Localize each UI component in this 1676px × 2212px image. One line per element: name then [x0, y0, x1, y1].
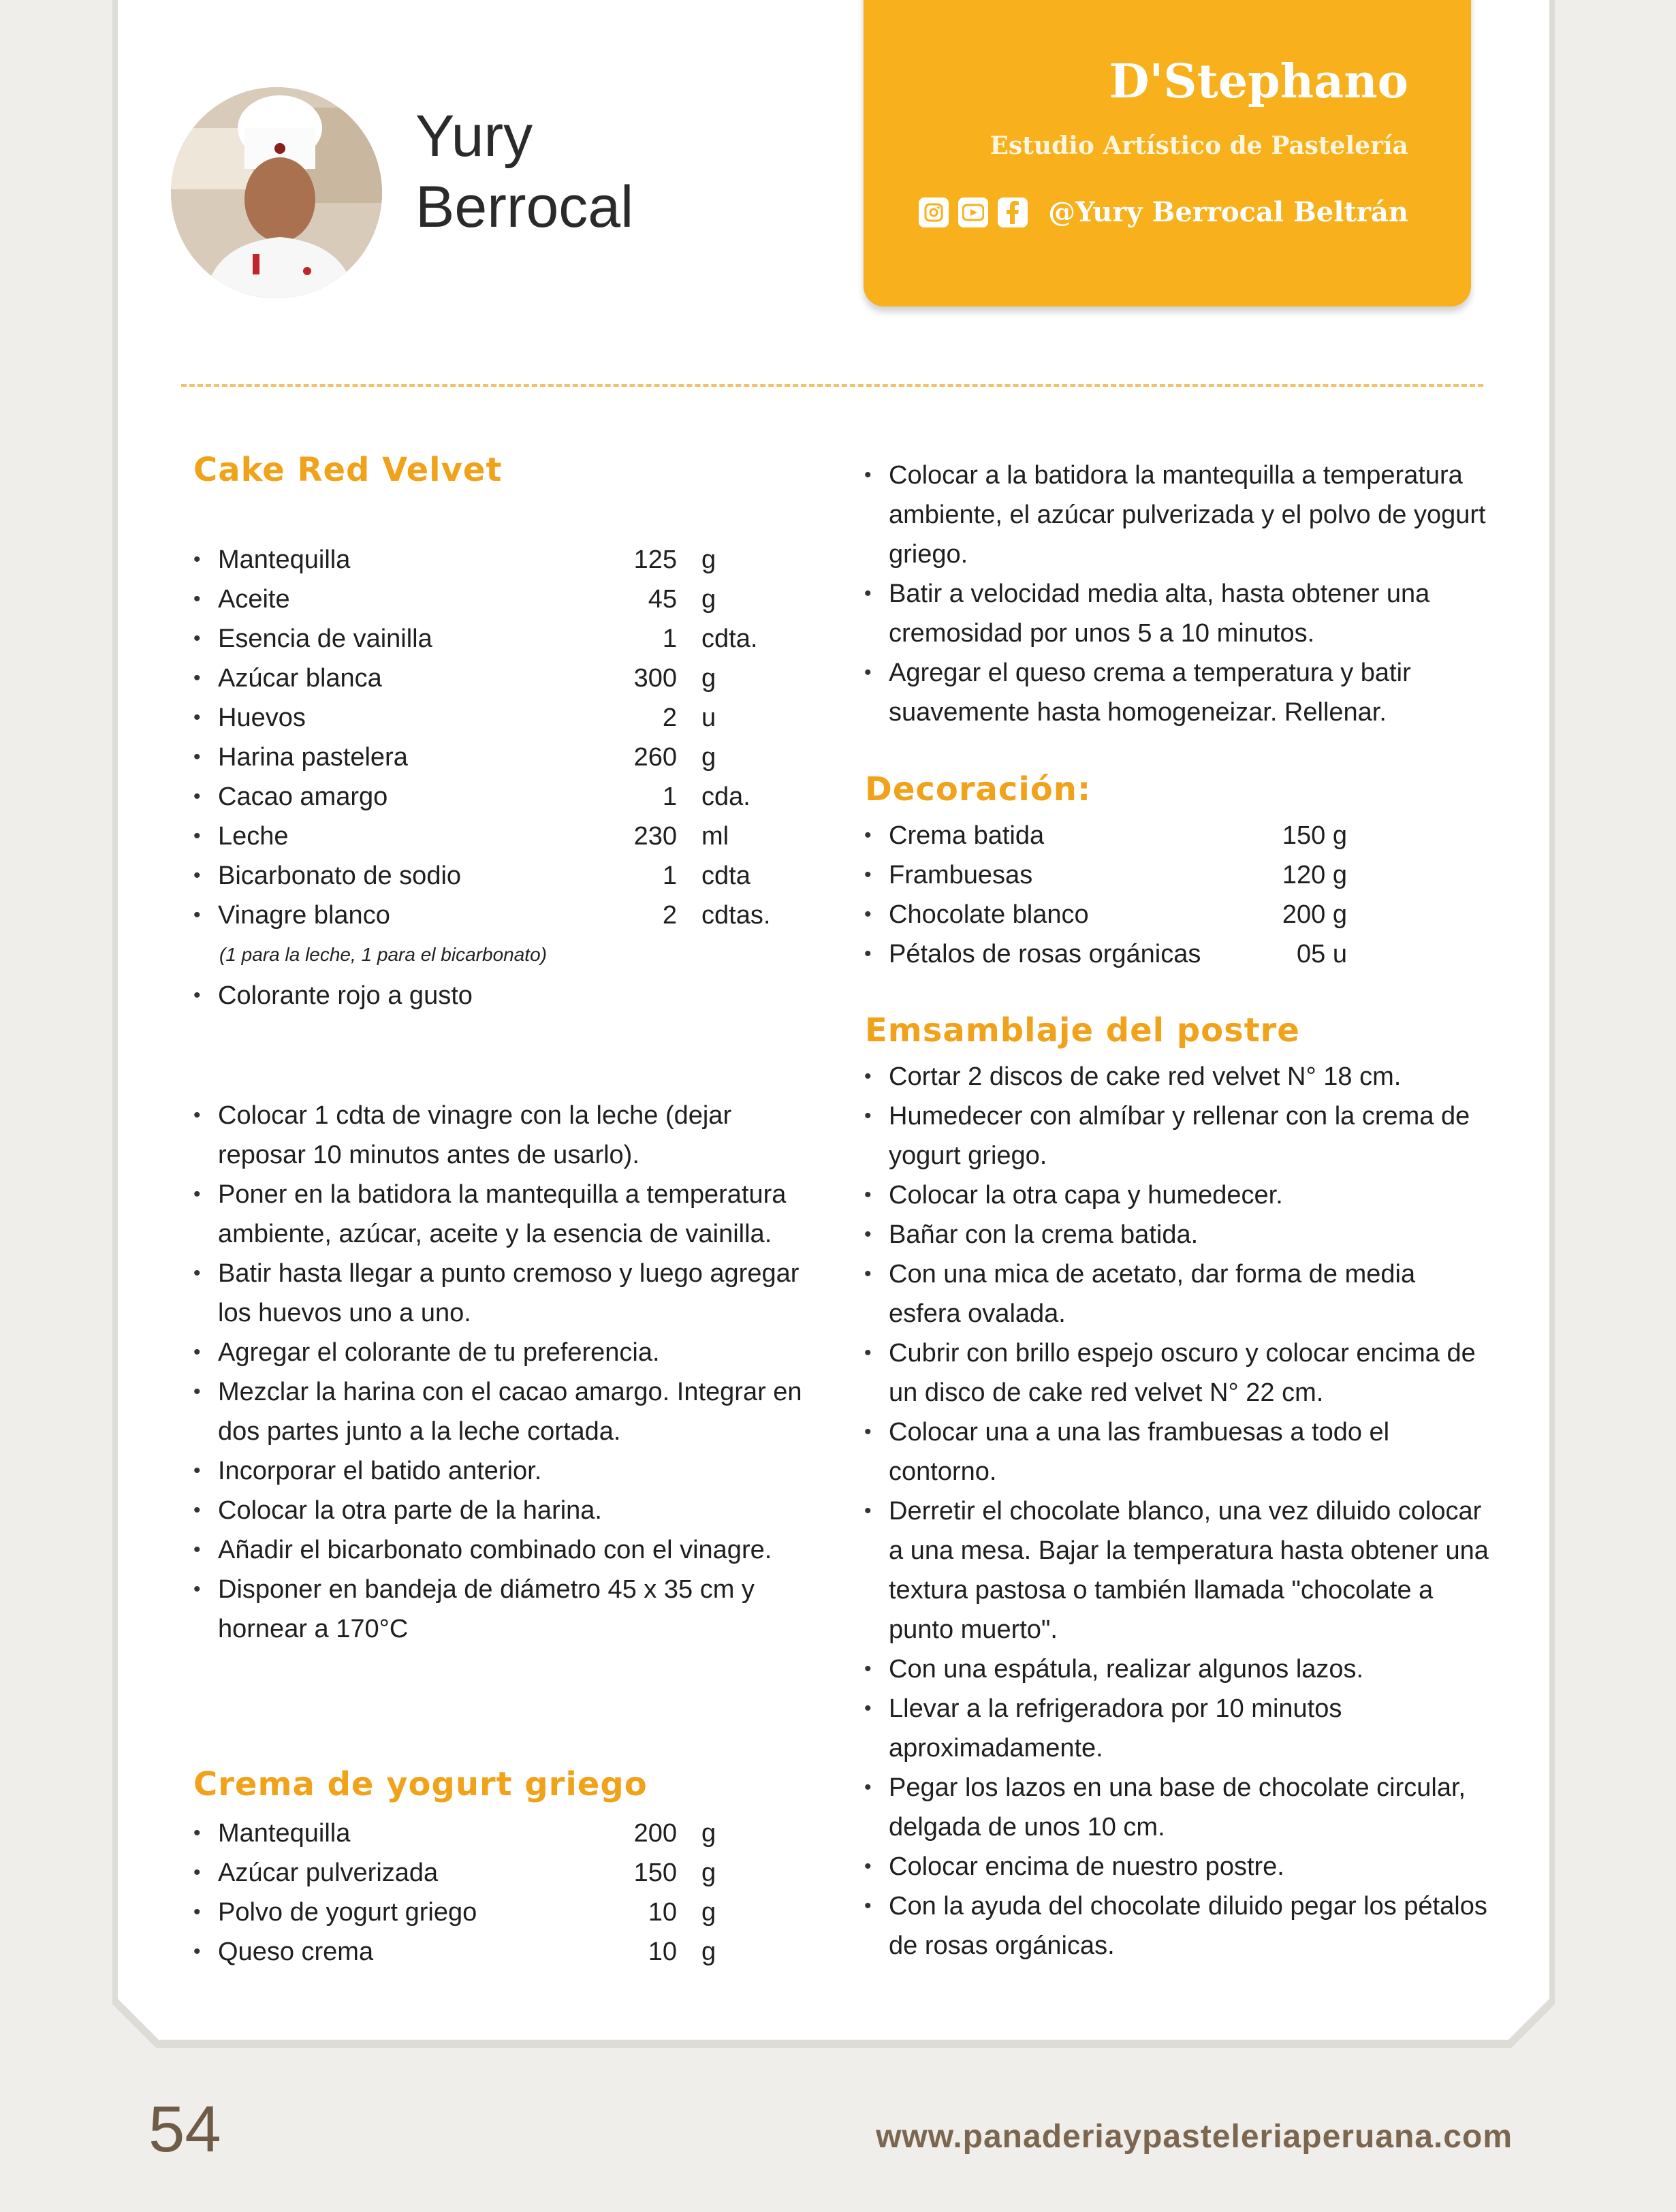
ingredient-unit: u	[701, 704, 716, 732]
chef-photo-icon	[171, 87, 382, 298]
ingredient-item	[192, 1893, 805, 1932]
ingredient-item	[863, 895, 1421, 934]
step-item: • Incorporar el batido anterior.	[192, 1451, 812, 1491]
step-item: • Con la ayuda del chocolate diluido pegar los pétalos de rosas orgánicas.	[863, 1886, 1489, 1965]
ingredient-quantity: 150 g	[1282, 821, 1347, 850]
cake-extra-list	[192, 976, 805, 1015]
ingredient-quantity: 125	[633, 546, 677, 574]
ingredient-quantity: 150	[633, 1859, 677, 1887]
step-item: • Cubrir con brillo espejo oscuro y colocar encima de un disco de cake red velvet N° 22 cm.	[863, 1333, 1489, 1412]
social-handle[interactable]: @Yury Berrocal Beltrán	[1048, 196, 1408, 228]
page-number: 54	[148, 2093, 221, 2166]
ingredient-unit: cda.	[701, 783, 750, 811]
header-divider	[181, 384, 1483, 387]
ingredient-item	[863, 816, 1421, 855]
ingredient-name: • Azúcar blanca	[218, 664, 382, 693]
step-item: • Batir hasta llegar a punto cremoso y luego agregar los huevos uno a uno.	[192, 1254, 812, 1333]
ingredient-item	[192, 619, 805, 659]
step-item: • Cortar 2 discos de cake red velvet N° 18 cm.	[863, 1057, 1489, 1096]
ingredient-unit: cdta.	[701, 625, 758, 653]
step-item: • Derretir el chocolate blanco, una vez diluido colocar a una mesa. Bajar la temperatura hasta obtener una textura pastosa o también llamada "chocolate a punto muerto".	[863, 1491, 1489, 1649]
ingredient-quantity: 260	[633, 743, 677, 772]
ingredient-unit: g	[701, 1819, 716, 1848]
ingredient-item	[192, 698, 805, 738]
ingredient-item	[192, 896, 805, 935]
ingredient-item	[192, 777, 805, 817]
ingredient-item	[192, 659, 805, 698]
step-item: • Colocar a la batidora la mantequilla a temperatura ambiente, el azúcar pulverizada y el polvo de yogurt griego.	[863, 456, 1489, 574]
ingredient-name: • Esencia de vainilla	[218, 625, 432, 653]
ingredient-quantity: 10	[648, 1898, 677, 1927]
ingredient-unit: cdta	[701, 862, 750, 890]
ingredient-quantity: 300	[633, 664, 677, 693]
step-item: • Colocar encima de nuestro postre.	[863, 1847, 1489, 1886]
step-item: • Llevar a la refrigeradora por 10 minutos aproximadamente.	[863, 1689, 1489, 1768]
decoracion-title: Decoración:	[865, 770, 1092, 808]
ingredient-unit: g	[701, 585, 716, 614]
ingredient-item	[192, 1932, 805, 1972]
step-item: • Colocar 1 cdta de vinagre con la leche (dejar reposar 10 minutos antes de usarlo).	[192, 1096, 812, 1175]
ingredient-unit: cdtas.	[701, 901, 771, 930]
ingredient-name: • Mantequilla	[218, 546, 351, 574]
ingredient-name: • Vinagre blanco	[218, 901, 390, 930]
step-item: • Con una espátula, realizar algunos lazos.	[863, 1649, 1489, 1689]
ensamblaje-steps-list	[863, 1057, 1489, 1965]
ingredient-name: • Harina pastelera	[218, 743, 408, 772]
decoracion-list	[863, 816, 1421, 974]
ingredient-name: • Crema batida	[889, 821, 1045, 850]
ingredient-unit: ml	[701, 822, 729, 851]
cake-ingredient-note: (1 para la leche, 1 para el bicarbonato)	[219, 944, 547, 965]
ingredient-unit: g	[701, 1859, 716, 1887]
step-item: • Batir a velocidad media alta, hasta obtener una cremosidad por unos 5 a 10 minutos.	[863, 574, 1489, 653]
ingredient-quantity: 05 u	[1297, 940, 1347, 968]
brand-subtitle: Estudio Artístico de Pastelería	[990, 131, 1408, 160]
step-item: • Colocar la otra capa y humedecer.	[863, 1175, 1489, 1215]
ingredient-name: • Aceite	[218, 585, 290, 614]
ensamblaje-title: Emsamblaje del postre	[865, 1011, 1300, 1049]
step-item: • Colocar una a una las frambuesas a todo el contorno.	[863, 1412, 1489, 1491]
ingredient-name: • Frambuesas	[889, 861, 1033, 889]
instagram-icon[interactable]	[919, 198, 949, 227]
step-item: • Mezclar la harina con el cacao amargo. Integrar en dos partes junto a la leche cortada.	[192, 1372, 812, 1451]
ingredient-item	[192, 738, 805, 777]
youtube-icon[interactable]	[958, 198, 988, 227]
facebook-icon[interactable]	[998, 198, 1028, 227]
ingredient-quantity: 10	[648, 1938, 677, 1966]
step-item: • Humedecer con almíbar y rellenar con la crema de yogurt griego.	[863, 1096, 1489, 1175]
ingredient-item	[192, 540, 805, 580]
crema-title: Crema de yogurt griego	[193, 1765, 648, 1803]
ingredient-name: • Queso crema	[218, 1938, 374, 1966]
step-item: • Añadir el bicarbonato combinado con el vinagre.	[192, 1530, 812, 1570]
ingredient-item	[192, 580, 805, 619]
ingredient-name: • Polvo de yogurt griego	[218, 1898, 477, 1927]
ingredient-name: • Mantequilla	[218, 1819, 351, 1848]
ingredient-quantity: 1	[662, 625, 677, 653]
crema-ingredient-list	[192, 1814, 805, 1972]
cake-steps-list	[192, 1096, 812, 1649]
step-item: • Agregar el queso crema a temperatura y batir suavemente hasta homogeneizar. Rellenar.	[863, 653, 1489, 732]
ingredient-quantity: 2	[662, 901, 677, 930]
step-item: • Disponer en bandeja de diámetro 45 x 35 cm y hornear a 170°C	[192, 1570, 812, 1649]
ingredient-unit: g	[701, 546, 716, 574]
ingredient-item	[192, 1814, 805, 1853]
ingredient-name: • Chocolate blanco	[889, 900, 1089, 929]
author-last-name: Berrocal	[415, 174, 634, 240]
ingredient-unit: g	[701, 664, 716, 693]
ingredient-name: • Bicarbonato de sodio	[218, 862, 462, 890]
step-item: • Colocar la otra parte de la harina.	[192, 1491, 812, 1530]
ingredient-name: • Leche	[218, 822, 289, 851]
cake-extra-item: • Colorante rojo a gusto	[192, 976, 805, 1015]
ingredient-quantity: 200	[633, 1819, 677, 1848]
chef-avatar	[171, 87, 382, 298]
ingredient-quantity: 1	[662, 862, 677, 890]
ingredient-item	[863, 855, 1421, 895]
brand-box	[864, 0, 1471, 306]
step-item: • Con una mica de acetato, dar forma de media esfera ovalada.	[863, 1254, 1489, 1333]
ingredient-item	[192, 856, 805, 896]
crema-steps-list	[863, 456, 1489, 732]
step-item: • Pegar los lazos en una base de chocolate circular, delgada de unos 10 cm.	[863, 1768, 1489, 1847]
ingredient-quantity: 120 g	[1282, 861, 1347, 889]
author-first-name: Yury	[415, 104, 533, 169]
step-item: • Agregar el colorante de tu preferencia.	[192, 1333, 812, 1372]
ingredient-unit: g	[701, 743, 716, 772]
ingredient-item	[192, 1853, 805, 1893]
ingredient-quantity: 200 g	[1282, 900, 1347, 929]
ingredient-name: • Huevos	[218, 704, 306, 732]
ingredient-quantity: 45	[648, 585, 677, 614]
author-name	[415, 101, 701, 242]
ingredient-quantity: 1	[662, 783, 677, 811]
ingredient-unit: g	[701, 1898, 716, 1927]
website-link[interactable]: www.panaderiaypasteleriaperuana.com	[876, 2119, 1513, 2155]
ingredient-item	[863, 934, 1421, 974]
ingredient-unit: g	[701, 1938, 716, 1966]
cake-ingredient-list	[192, 540, 805, 935]
brand-name: D'Stephano	[1109, 54, 1408, 109]
social-links	[919, 196, 1408, 228]
ingredient-item	[192, 817, 805, 856]
step-item: • Poner en la batidora la mantequilla a temperatura ambiente, azúcar, aceite y la esencia de vainilla.	[192, 1175, 812, 1254]
cake-title: Cake Red Velvet	[193, 451, 503, 489]
ingredient-quantity: 2	[662, 704, 677, 732]
ingredient-name: • Cacao amargo	[218, 783, 388, 811]
ingredient-quantity: 230	[633, 822, 677, 851]
step-item: • Bañar con la crema batida.	[863, 1215, 1489, 1254]
ingredient-name: • Azúcar pulverizada	[218, 1859, 439, 1887]
ingredient-name: • Pétalos de rosas orgánicas	[889, 940, 1201, 968]
